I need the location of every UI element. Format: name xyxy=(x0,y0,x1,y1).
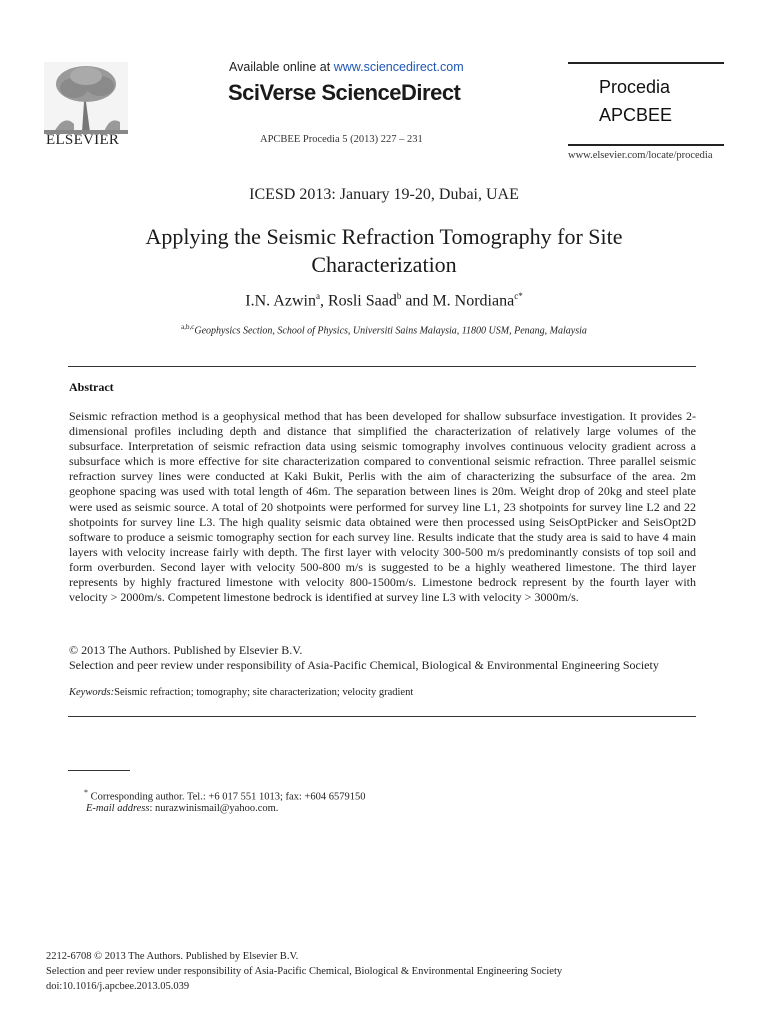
footer-doi[interactable]: doi:10.1016/j.apcbee.2013.05.039 xyxy=(46,981,190,992)
conference-line: ICESD 2013: January 19-20, Dubai, UAE xyxy=(249,186,519,203)
abstract-bottom-rule xyxy=(68,716,696,717)
publisher-name: ELSEVIER xyxy=(46,132,120,148)
abstract-heading: Abstract xyxy=(69,380,114,394)
affiliation xyxy=(0,323,768,336)
email-label: E-mail address xyxy=(86,803,150,814)
footnote-rule xyxy=(68,770,130,771)
copyright-line: © 2013 The Authors. Published by Elsevier B.V. xyxy=(69,643,303,657)
journal-citation: APCBEE Procedia 5 (2013) 227 – 231 xyxy=(260,134,423,145)
footnote-sup: * xyxy=(84,788,88,797)
affiliation-text: Geophysics Section, School of Physics, Universiti Sains Malaysia, 11800 USM, Penang, Malaysia xyxy=(194,325,587,337)
author-1: I.N. Azwin xyxy=(245,292,316,310)
available-online xyxy=(229,60,464,74)
paper-title xyxy=(90,223,678,279)
author-sep-1: , xyxy=(319,292,328,310)
author-2: Rosli Saad xyxy=(327,292,397,310)
abstract-top-rule xyxy=(68,366,696,367)
available-prefix: Available online at xyxy=(229,60,334,74)
footer-issn: 2212-6708 © 2013 The Authors. Published by Elsevier B.V. xyxy=(46,951,299,962)
affiliation-sup: a,b,c xyxy=(181,323,195,331)
elsevier-tree-logo xyxy=(44,62,128,134)
sciencedirect-link[interactable]: www.sciencedirect.com xyxy=(333,60,464,74)
author-2-sup: b xyxy=(396,291,402,301)
footer-peer-review: Selection and peer review under responsibility of Asia-Pacific Chemical, Biological & Environmental Engineering Society xyxy=(46,966,563,977)
sciverse-brand: SciVerse ScienceDirect xyxy=(228,80,461,105)
title-line-2: Characterization xyxy=(311,252,457,277)
journal-url[interactable]: www.elsevier.com/locate/procedia xyxy=(568,150,713,161)
email-line xyxy=(86,803,278,814)
journal-box xyxy=(568,62,724,146)
keywords-text: Seismic refraction; tomography; site characterization; velocity gradient xyxy=(114,687,414,698)
author-3: M. Nordiana xyxy=(432,292,515,310)
title-line-1: Applying the Seismic Refraction Tomography for Site xyxy=(145,224,623,249)
keywords xyxy=(69,687,413,698)
corresponding-text: Corresponding author. Tel.: +6 017 551 1013; fax: +604 6579150 xyxy=(88,791,366,803)
abstract-body: Seismic refraction method is a geophysical method that has been developed for shallow subsurface investigation. It provides 2-dimensional profiles including depth and distance that simplified the characterization of relatively large volumes of the subsurface. Interpretation of seismic refraction data using seismic tomography involves continuous velocity gradient across a subsurface which is more effective for site characterization compared to conventional seismic refraction. Three parallel seismic refraction survey lines were conducted at Kaki Bukit, Perlis with the aim of characterizing the subsurface of the area. 2m geophone spacing was used with total length of 46m. The separation between lines is 20m. Weight drop of 20kg and steel plate were used as seismic source. A total of 20 shotpoints were performed for survey line L1, 23 shotpoints for survey line L2 and 22 shotpoints for survey line L3. The high quality seismic data obtained were then processed using SeisOptPicker and SeisOpt2D software to produce a seismic tomography section for each survey line. Results indicate that the study area is said to have 4 main layers with velocity increase fairly with depth. The first layer with velocity 300-500 m/s predominantly consists of top soil and form overburden. Second layer with velocity 500-800 m/s is suggested to be a highly weathered limestone. The third layer represents by highly fractured limestone with velocity 800-1500m/s. Limestone bedrock represent by the fourth layer with velocity > 2000m/s. Competent limestone bedrock is identified at survey line L3 with velocity > 3000m/s. xyxy=(69,409,696,605)
author-sep-2: and xyxy=(401,292,433,310)
author-list xyxy=(0,291,768,310)
corresponding-author xyxy=(84,788,365,803)
author-3-sup: c* xyxy=(514,291,523,301)
email-value[interactable]: : nurazwinismail@yahoo.com. xyxy=(149,803,279,814)
keywords-label: Keywords: xyxy=(69,687,115,698)
peer-review-line: Selection and peer review under responsibility of Asia-Pacific Chemical, Biological & Environmental Engineering Society xyxy=(69,658,659,672)
journal-name-apcbee: APCBEE xyxy=(599,105,673,125)
journal-name-procedia: Procedia xyxy=(599,77,671,97)
author-1-sup: a xyxy=(315,291,320,301)
